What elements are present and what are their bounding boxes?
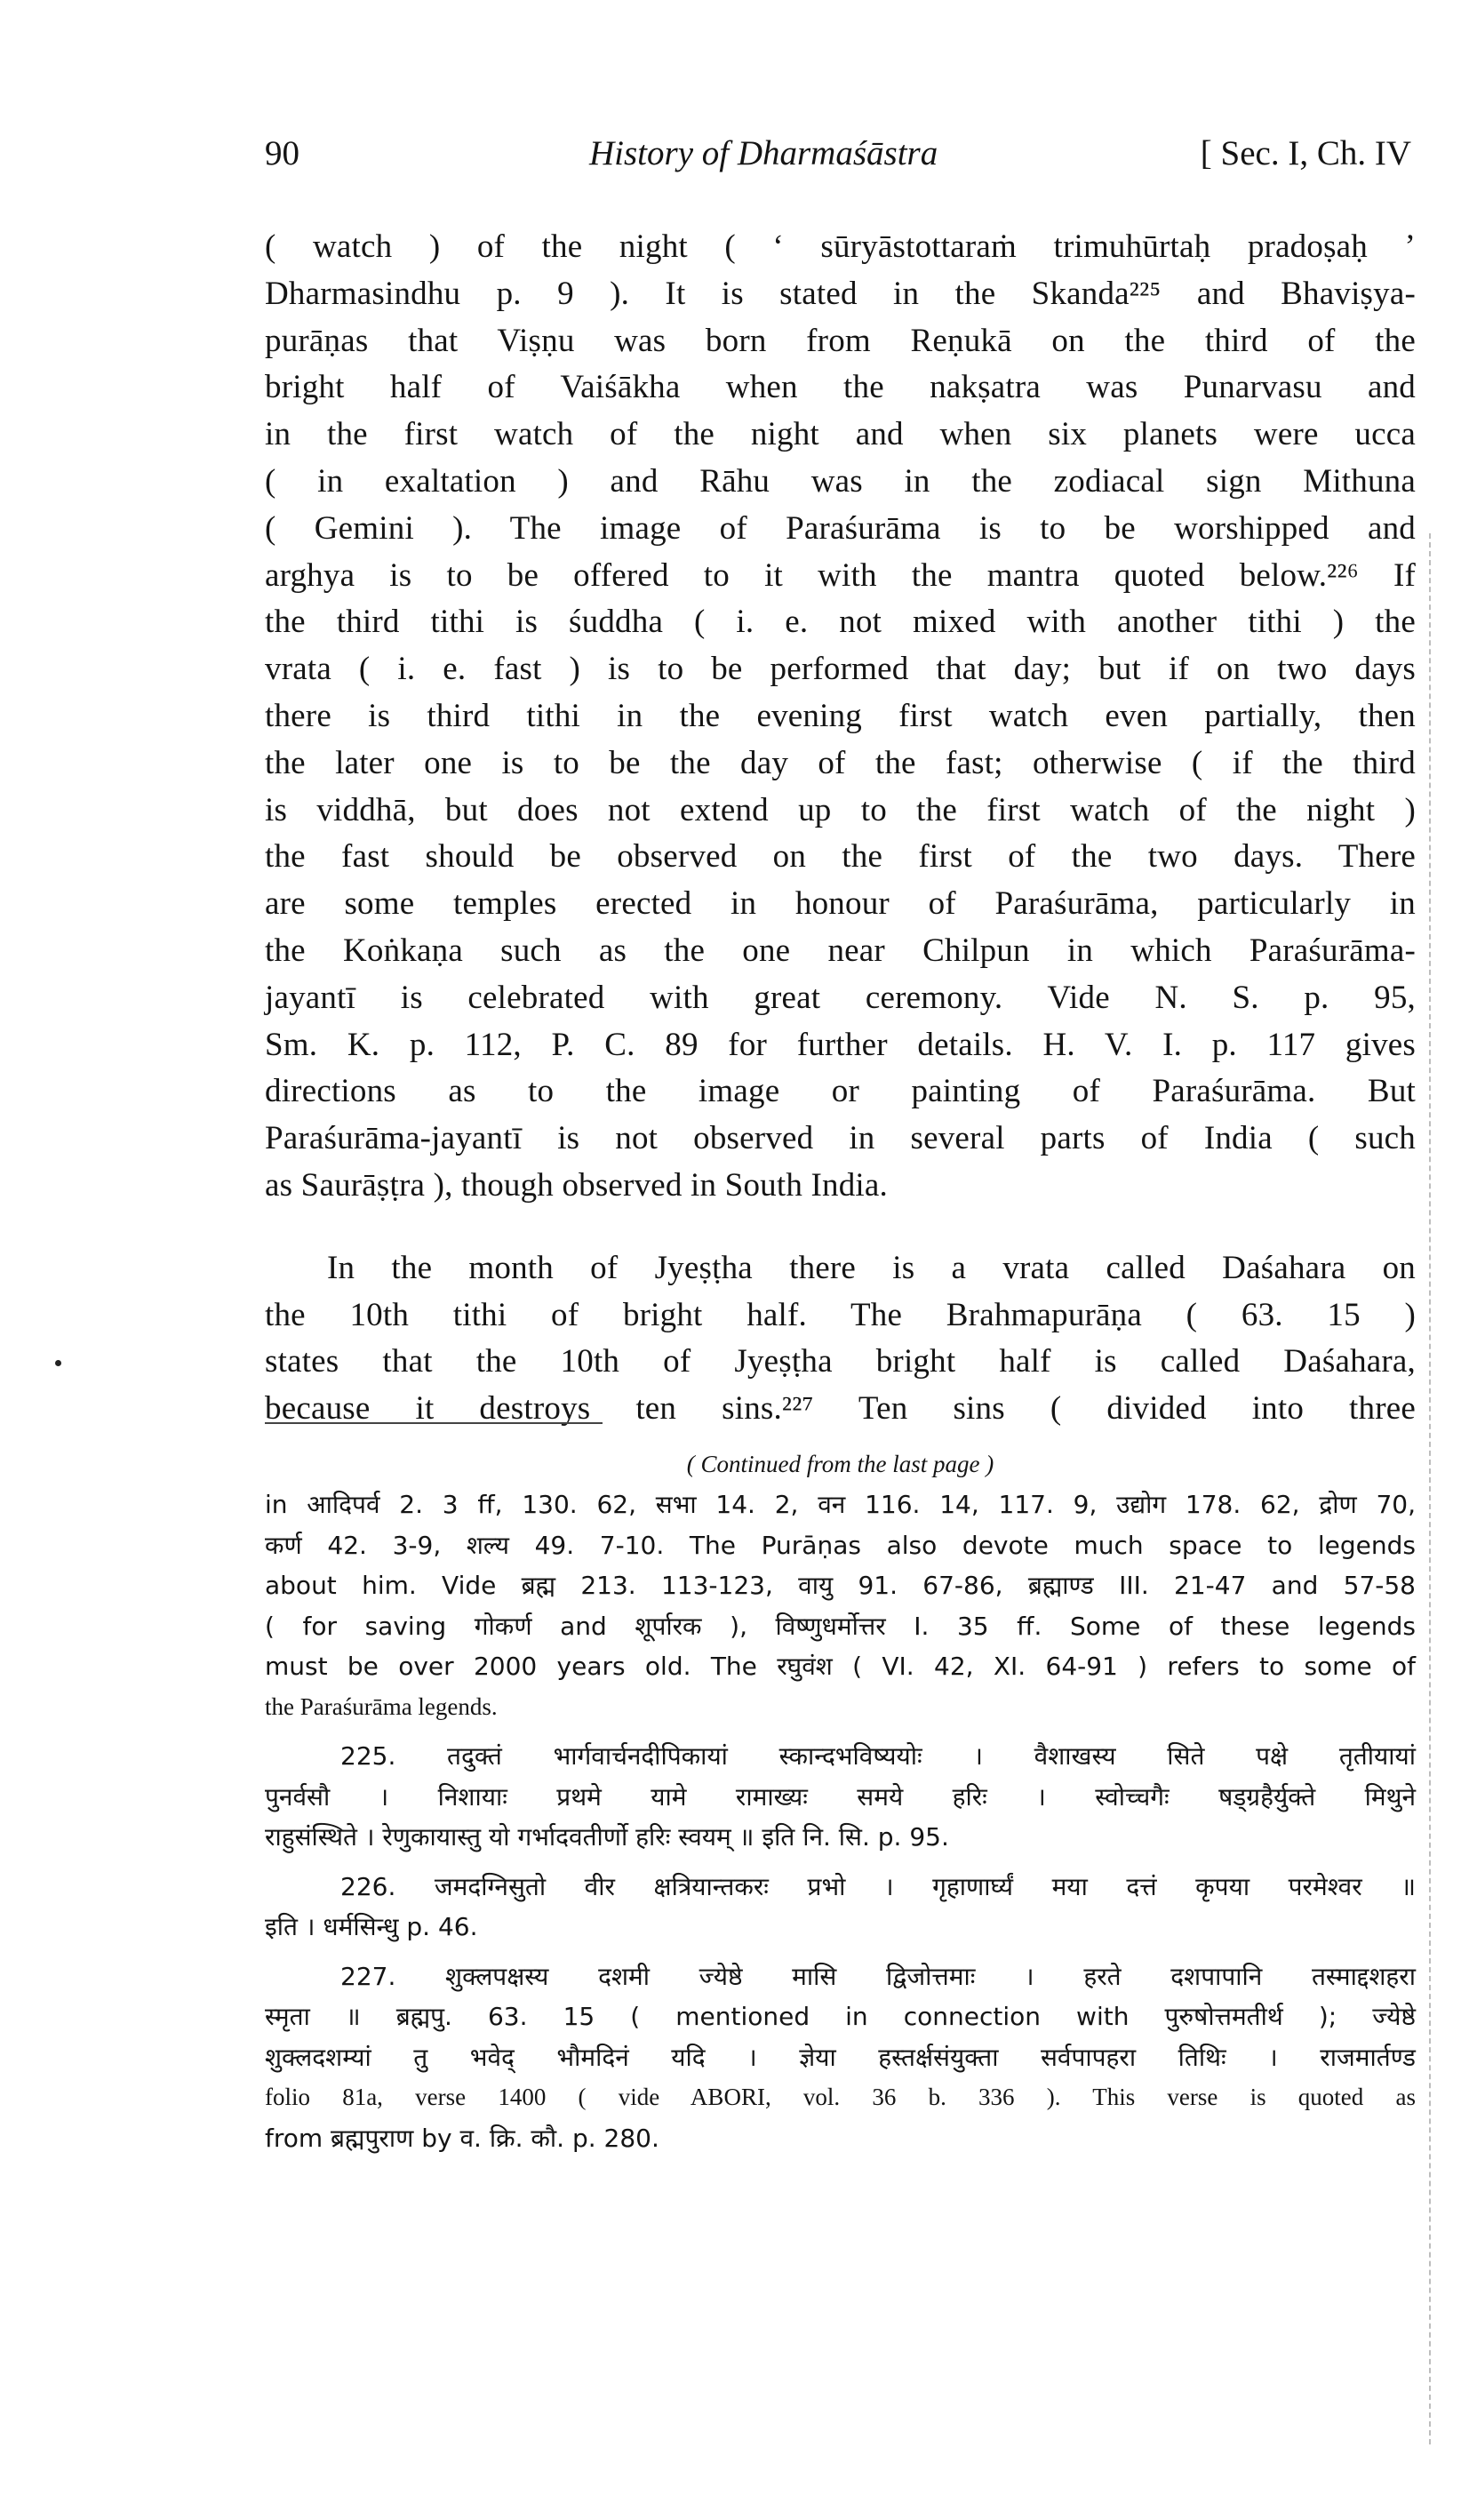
- text-line: vrata ( i. e. fast ) is to be performed that day; but if on two days: [265, 651, 1416, 688]
- running-header: [265, 133, 1411, 187]
- scan-speck: [55, 1360, 61, 1366]
- footnote-continued: [265, 1484, 1416, 1727]
- continued-note: ( Continued from the last page ): [686, 1451, 994, 1477]
- text-line: there is third tithi in the evening first watch even partially, then: [265, 697, 1416, 734]
- text-line: ( watch ) of the night ( ‘ sūryāstottaraṁ trimuhūrtaḥ pradoṣaḥ ’: [265, 228, 1416, 265]
- paragraph-dasahara: [265, 1245, 1416, 1433]
- section-label: [ Sec. I, Ch. IV: [1200, 134, 1411, 172]
- book-title: History of Dharmaśāstra: [589, 134, 938, 172]
- footnote-line: स्मृता ॥ ब्रह्मपु. 63. 15 ( mentioned in connection with पुरुषोत्तमतीर्थ ); ज्येष्ठे: [265, 2002, 1416, 2031]
- footnote-227: [265, 1956, 1416, 2159]
- text-line: Paraśurāma-jayantī is not observed in several parts of India ( such: [265, 1120, 1416, 1157]
- text-line: because it destroys ten sins.²²⁷ Ten sins ( divided into three: [265, 1390, 1416, 1428]
- footnote-226: [265, 1867, 1416, 1948]
- text-line: as Saurāṣṭra ), though observed in South India.: [265, 1166, 888, 1204]
- text-line: the Koṅkaṇa such as the one near Chilpun in which Paraśurāma-: [265, 932, 1416, 969]
- footnote-line: about him. Vide ब्रह्म 213. 113-123, वायु 91. 67-86, ब्रह्माण्ड III. 21-47 and 57-58: [265, 1571, 1416, 1600]
- text-line: in the first watch of the night and when six planets were ucca: [265, 416, 1416, 453]
- footnote-line: 227. शुक्लपक्षस्य दशमी ज्येष्ठे मासि द्विजोत्तमाः । हरते दशपापानि तस्माद्दशहरा: [340, 1961, 1416, 1991]
- text-line: the 10th tithi of bright half. The Brahmapurāṇa ( 63. 15 ): [265, 1296, 1416, 1333]
- main-text: [265, 224, 1416, 1433]
- text-line: In the month of Jyeṣṭha there is a vrata called Daśahara on: [327, 1249, 1416, 1286]
- footnote-divider: [265, 1422, 603, 1424]
- text-line: bright half of Vaiśākha when the nakṣatra was Punarvasu and: [265, 369, 1416, 406]
- paragraph-parasurama: [265, 224, 1416, 1210]
- page-number: 90: [265, 134, 299, 172]
- footnote-line: शुक्लदशम्यां तु भवेद् भौमदिनं यदि । ज्ञेया हस्तर्क्षसंयुक्ता सर्वपापहरा तिथिः । राजमार्तण्ड: [265, 2042, 1416, 2072]
- text-line: ( Gemini ). The image of Paraśurāma is to be worshipped and: [265, 509, 1416, 547]
- footnote-line: पुनर्वसौ । निशायाः प्रथमे यामे रामाख्यः समये हरिः । स्वोच्चगैः षड्ग्रहैर्युक्ते मिथुने: [265, 1781, 1416, 1812]
- text-line: purāṇas that Viṣṇu was born from Reṇukā on the third of the: [265, 322, 1416, 359]
- footnote-line: राहुसंस्थिते । रेणुकायास्तु यो गर्भादवतीर्णो हरिः स्वयम् ॥ इति नि. सि. p. 95.: [265, 1822, 949, 1852]
- text-line: is viddhā, but does not extend up to the first watch of the night ): [265, 791, 1416, 828]
- footnote-line: 226. जमदग्निसुतो वीर क्षत्रियान्तकरः प्रभो । गृहाणार्घ्यं मया दत्तं कृपया परमेश्वर ॥: [340, 1871, 1416, 1901]
- footnotes: [265, 1444, 1416, 2158]
- text-line: ( in exaltation ) and Rāhu was in the zodiacal sign Mithuna: [265, 462, 1416, 500]
- text-line: arghya is to be offered to it with the mantra quoted below.²²⁶ If: [265, 556, 1416, 594]
- text-line: states that the 10th of Jyeṣṭha bright half is called Daśahara,: [265, 1343, 1416, 1380]
- footnote-line: in आदिपर्व 2. 3 ff, 130. 62, सभा 14. 2, वन 116. 14, 117. 9, उद्योग 178. 62, द्रोण 70,: [265, 1490, 1416, 1519]
- footnote-line: ( for saving गोकर्ण and शूर्पारक ), विष्णुधर्मोत्तर I. 35 ff. Some of these legends: [265, 1611, 1416, 1641]
- footnote-line: folio 81a, verse 1400 ( vide ABORI, vol. 36 b. 336 ). This verse is quoted as: [265, 2084, 1416, 2110]
- footnote-225: [265, 1736, 1416, 1858]
- text-line: directions as to the image or painting of Paraśurāma. But: [265, 1073, 1416, 1110]
- scan-margin-line: [1429, 533, 1431, 2444]
- text-line: the later one is to be the day of the fast; otherwise ( if the third: [265, 744, 1416, 781]
- text-line: Dharmasindhu p. 9 ). It is stated in the Skanda²²⁵ and Bhaviṣya-: [265, 275, 1416, 312]
- footnote-line: 225. तदुक्तं भार्गवार्चनदीपिकायां स्कान्दभविष्ययोः । वैशाखस्य सिते पक्षे तृतीयायां: [340, 1741, 1416, 1771]
- text-line: the fast should be observed on the first of the two days. There: [265, 838, 1416, 876]
- text-line: the third tithi is śuddha ( i. e. not mixed with another tithi ) the: [265, 604, 1416, 641]
- text-line: Sm. K. p. 112, P. C. 89 for further details. H. V. I. p. 117 gives: [265, 1026, 1416, 1063]
- text-line: are some temples erected in honour of Paraśurāma, particularly in: [265, 885, 1416, 923]
- footnote-line: कर्ण 42. 3-9, शल्य 49. 7-10. The Purāṇas also devote much space to legends: [265, 1530, 1416, 1560]
- footnote-line: must be over 2000 years old. The रघुवंश ( VI. 42, XI. 64-91 ) refers to some of: [265, 1652, 1416, 1681]
- footnote-line: from ब्रह्मपुराण by व. क्रि. कौ. p. 280.: [265, 2123, 659, 2153]
- footnote-line: इति । धर्मसिन्धु p. 46.: [265, 1912, 478, 1941]
- footnote-line: the Paraśurāma legends.: [265, 1692, 498, 1720]
- text-line: jayantī is celebrated with great ceremony. Vide N. S. p. 95,: [265, 979, 1416, 1016]
